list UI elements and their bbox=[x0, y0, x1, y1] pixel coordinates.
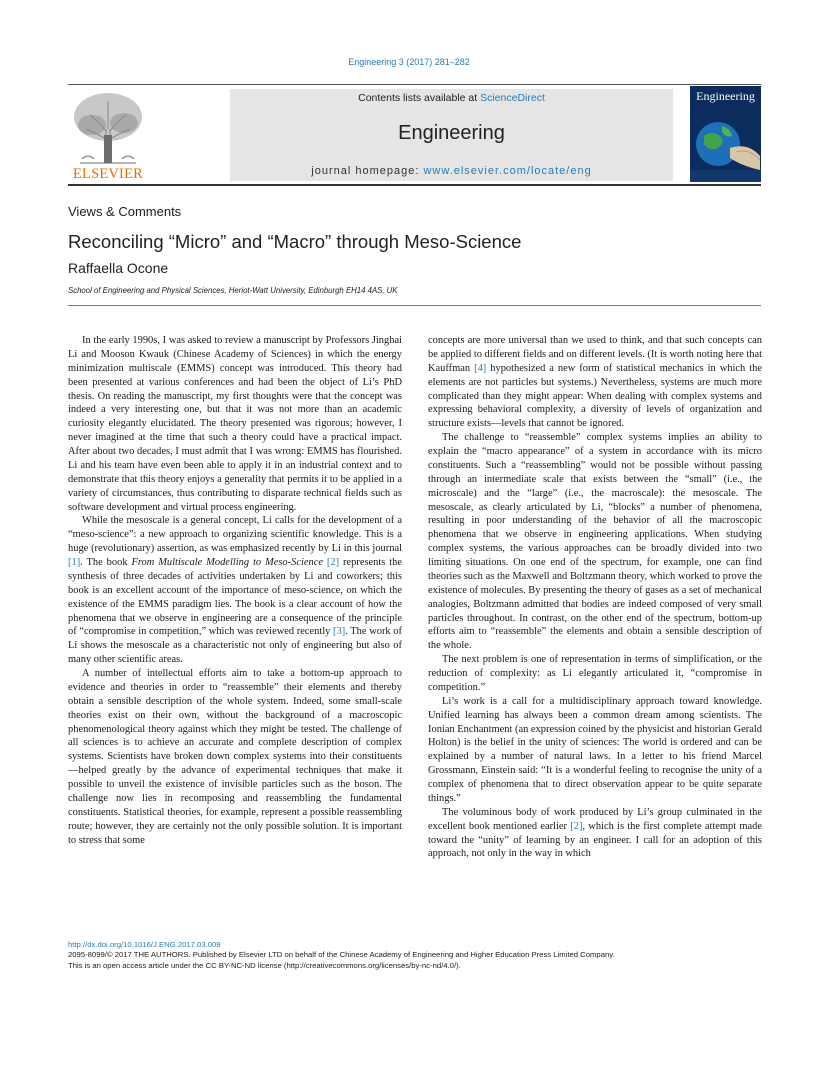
doi-link[interactable]: http://dx.doi.org/10.1016/J.ENG.2017.03.009 bbox=[68, 940, 221, 949]
license-notice: This is an open access article under the CC BY-NC-ND license (http://creativecommons.org/licenses/by-nc-nd/4.0/). bbox=[68, 960, 461, 970]
section-label: Views & Comments bbox=[68, 204, 182, 219]
contents-prefix: Contents lists available at bbox=[358, 92, 481, 104]
paragraph bbox=[428, 806, 762, 862]
paragraph bbox=[428, 334, 762, 431]
sciencedirect-link[interactable]: ScienceDirect bbox=[480, 92, 545, 104]
reference-link[interactable]: [1] bbox=[68, 557, 81, 568]
paragraph: The next problem is one of representation in terms of simplification, or the reduction of complexity: as Li elegantly articulated it, “compromise in competition.” bbox=[428, 654, 762, 693]
journal-banner bbox=[230, 89, 673, 181]
body-column-right bbox=[428, 334, 762, 861]
reference-link[interactable]: [3] bbox=[333, 626, 346, 638]
journal-title: Engineering bbox=[398, 122, 505, 144]
paragraph: Li’s work is a call for a multidisciplinary approach toward knowledge. Unified learning has always been a common dream among scientists. The Ionian Enchantment (an expression coined by the physicist and historian Gerald Holton) is the belief in the unity of sciences: The world is ordered and can be explained by a number of natural laws. In a letter to his friend Marcel Grossmann, Einstein said: “It is a wonderful feeling to recognise the unity of a complex of phenomena that to direct observation appear to be quite separate things.” bbox=[428, 695, 762, 804]
reference-link[interactable]: [2] bbox=[323, 557, 340, 568]
copyright-notice: 2095-8099/© 2017 THE AUTHORS. Published by Elsevier LTD on behalf of the Chinese Academy of Engineering and Higher Education Press Limited Company. bbox=[68, 950, 615, 960]
article-author[interactable]: Raffaella Ocone bbox=[68, 260, 169, 276]
paragraph-text: . The work of Li shows the mesoscale as a characteristic not only of engineering but also of many other scientific areas. bbox=[68, 626, 402, 666]
journal-homepage-line bbox=[230, 165, 673, 177]
paragraph-text: The voluminous body of work produced by Li’s group culminated in the excellent book mentioned earlier bbox=[428, 806, 762, 832]
paragraph-text: , which is the first complete attempt made toward the “unity” of learning by an engineer. I call for an adoption of this approach, not only in the way in which bbox=[428, 820, 762, 860]
paragraph-text: hypothesized a new form of statistical mechanics in which the elements are not particles but systems.) Nevertheless, systems are much more complicated than they might appear: When dealing with complex systems and expressing behavioral complexity, a diversity of levels of organization and structure exists—levels that cannot be ignored. bbox=[428, 362, 762, 430]
article-title: Reconciling “Micro” and “Macro” through Meso-Science bbox=[68, 231, 522, 252]
homepage-link[interactable]: www.elsevier.com/locate/eng bbox=[423, 165, 592, 177]
elsevier-logo[interactable] bbox=[68, 89, 148, 183]
paragraph bbox=[68, 514, 402, 667]
paragraph-text: concepts are more universal than we used to think, and that such concepts can be applied to different fields and on different levels. (It is worth noting here that Kauffman bbox=[428, 335, 762, 374]
paragraph-text: While the mesoscale is a general concept, Li calls for the development of a “meso-science”: a new approach to organizing scientific knowledge. This is a huge (revolutionary) assertion, as was emphasized recently by Li in this journal bbox=[68, 515, 402, 555]
publisher-logo-text: ELSEVIER bbox=[72, 166, 144, 182]
book-title: From Multiscale Modelling to Meso-Science bbox=[131, 557, 323, 568]
contents-available-line bbox=[230, 92, 673, 104]
author-affiliation: School of Engineering and Physical Sciences, Heriot-Watt University, Edinburgh EH14 4AS, UK bbox=[68, 286, 398, 295]
reference-link[interactable]: [2] bbox=[570, 820, 583, 832]
homepage-prefix: journal homepage: bbox=[311, 165, 424, 177]
paragraph: The challenge to “reassemble” complex systems implies an ability to explain the “macro appearance” of a system in accordance with its micro constituents. Such a “reassembling” would not be possible without passing through an intermediate scale that exists between the “small” (i.e., the microscale) and the “large” (i.e., the macroscale): the mesoscale. The mesoscale, as clearly articulated by Li, “blocks” a number of phenomena, resulting in poor understanding of the behavior of all the macroscopic phenomena that we observe in engineering applications. When studying complex systems, the various approaches can be broadly divided into two limiting situations. On one end of the spectrum, for example, one can find theories such as the Maxwell and Boltzmann theory, which worked to prove the existence of molecules. By presenting the theory of gases as a set of mechanical analogies, Boltzmann admitted that bodies are indeed composed of very small particles throughout. In contrast, on the other end of the spectrum, bottom-up efforts aim to “reassemble” the elements and obtain a sensible description of the whole. bbox=[428, 432, 762, 652]
header-rule-top bbox=[68, 84, 761, 85]
body-column-left bbox=[68, 334, 402, 847]
paragraph-text: . The book bbox=[80, 557, 132, 568]
reference-link[interactable]: [4] bbox=[474, 362, 487, 374]
journal-citation[interactable]: Engineering 3 (2017) 281–282 bbox=[348, 57, 470, 67]
paragraph: A number of intellectual efforts aim to take a bottom-up approach to evidence and theories in order to “reassemble” their elements and thereby obtain a sensible description of the whole system. Indeed, some small-scale theories exist on their own, without the background of a macroscopic phenomenological theory against which they might be tested. The challenge of all sciences is to achieve an accurate and complete description of complex systems. Scientists have broken down complex systems into their constituents—helped greatly by the advance of experimental techniques that make it possible to unveil the existence of invisible particles such as the boson. The challenge now lies in recomposing and reassembling the fundamental constituents. Statistical theories, for example, represent a possible reassembling route; however, they are certainly not the only possible solution. It is important to stress that some bbox=[68, 668, 402, 846]
affiliation-rule bbox=[68, 305, 761, 306]
cover-title: Engineering bbox=[696, 89, 755, 103]
journal-cover-thumbnail[interactable] bbox=[690, 86, 761, 182]
page-footer bbox=[68, 940, 615, 971]
header-rule-bottom bbox=[68, 184, 761, 186]
tree-of-knowledge-icon bbox=[68, 89, 148, 165]
paragraph: In the early 1990s, I was asked to review a manuscript by Professors Jinghai Li and Mooson Kwauk (Chinese Academy of Sciences) in which the energy minimization multiscale (EMMS) concept was introduced. This theory had been presented at various conferences and had been the object of Li’s PhD thesis. On reading the manuscript, my first thoughts were that the concept was indeed a very interesting one, but that it was not more than an academic curiosity elegantly elucidated. The theory presented was rigorous; however, I never imagined at the time that such a theory could have a practical impact. After about two decades, I must admit that I was wrong: EMMS has flourished. Li and his team have even been able to apply it in an industrial context and to demonstrate that this theory enjoys a generality that permits it to be applied in a variety of circumstances, thus contributing to disparate technical fields such as software development and virtual process engineering. bbox=[68, 335, 402, 513]
paragraph-text: represents the synthesis of three decades of activities undertaken by Li and coworkers; this book is an excellent account of the importance of meso-science, on which the existence of the EMMS paradigm lies. The book is a clear account of how the phenomena that we observe in engineering are a consequence of the principle of “compromise in competition,” which was reviewed recently bbox=[68, 557, 402, 638]
